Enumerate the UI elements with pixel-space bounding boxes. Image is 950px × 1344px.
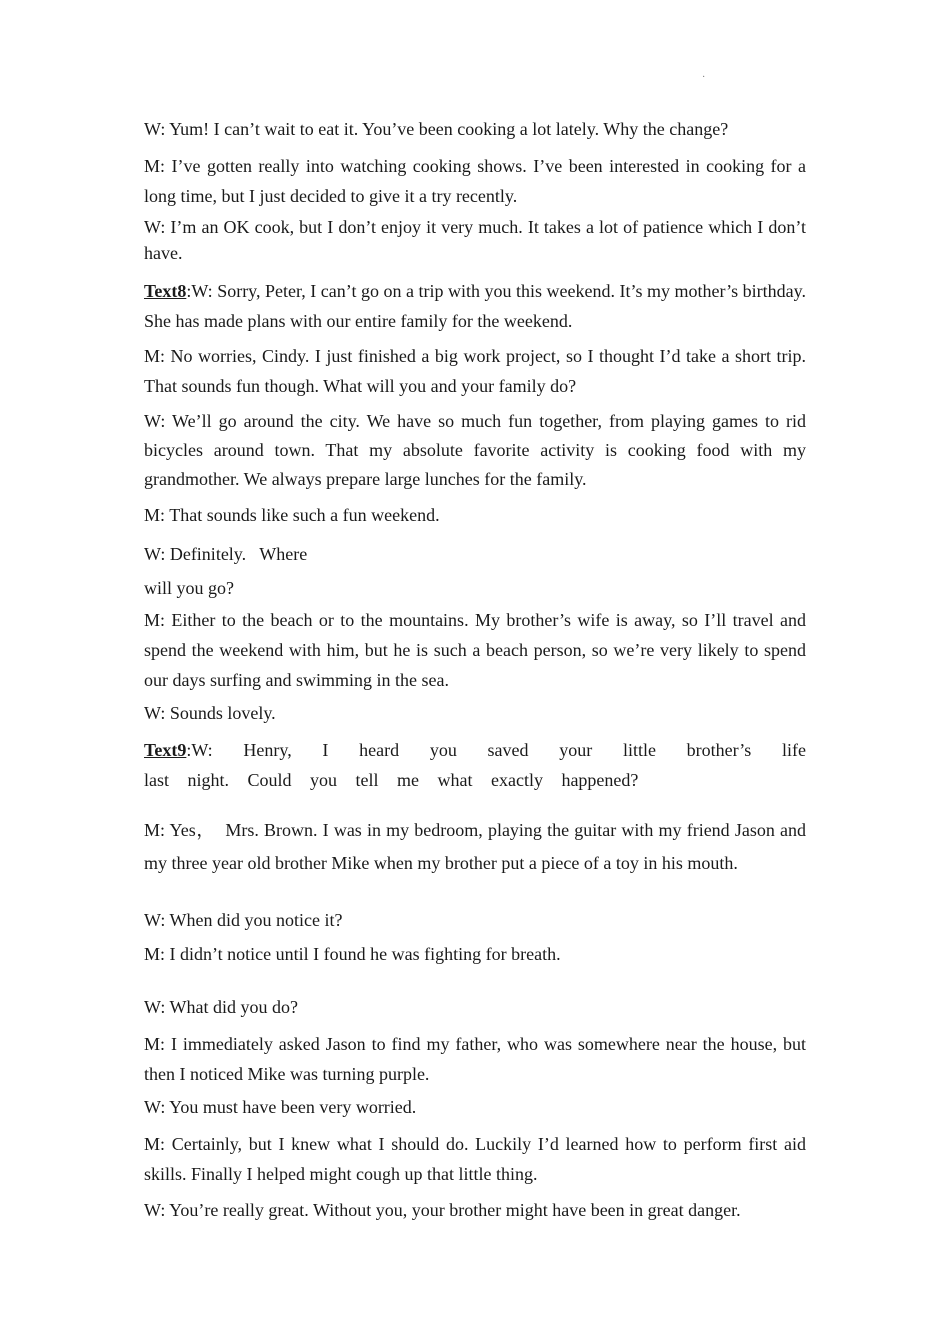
speaker: M: [144,346,166,366]
speaker: M: [144,1134,166,1154]
line-text: You must have been very worried. [169,1097,417,1117]
speaker: W: [144,703,166,723]
dialogue-line [144,341,806,401]
dialogue-line [144,1029,806,1089]
speaker: W: [144,411,166,431]
dialogue-line [144,992,806,1022]
line-text: Certainly, but I knew what I should do. Luckily I’d learned how to perform first aid skills. Finally I helped might cough up that little thing. [144,1134,807,1184]
speaker: W: [144,1200,166,1220]
line-text: Henry, I heard you saved your little brother’s life [243,740,807,760]
dialogue-line [144,1195,806,1225]
speaker: W: [144,544,166,564]
dialogue-line [144,735,806,765]
dialogue-line [144,151,806,211]
line-text: That sounds like such a fun weekend. [169,505,440,525]
line-text: No worries, Cindy. I just finished a big work project, so I thought I’d take a short trip. That sounds fun though. What will you and your family do? [144,346,806,396]
line-text: Yum! I can’t wait to eat it. You’ve been cooking a lot lately. Why the change? [169,119,729,139]
line-text: What did you do? [169,997,298,1017]
line-text: I’ve gotten really into watching cooking shows. I’ve been interested in cooking for a long time, but I just decided to give it a try recently. [144,156,806,206]
dialogue-line [144,114,806,144]
speaker: W: [144,217,166,237]
dialogue-line [144,500,806,530]
line-text: last night. Could you tell me what exactly happened? [144,770,639,790]
dialogue-line [144,765,674,795]
dialogue-line [144,814,811,880]
dialogue-line [144,407,806,494]
speaker: W: [144,119,166,139]
speaker: M: [144,156,166,176]
speaker: M: [144,1034,166,1054]
dialogue-line [144,214,806,266]
line-text: Either to the beach or to the mountains. My brother’s wife is away, so I’ll travel and spend the weekend with him, but he is such a beach person, so we’re very likely to spend our days surfing and swimming in the sea. [144,610,806,690]
line-text: I immediately asked Jason to find my father, who was somewhere near the house, but then I noticed Mike was turning purple. [144,1034,806,1084]
dialogue-line [144,1092,806,1122]
speaker: W: [144,1097,166,1117]
speaker: M: [144,944,166,964]
speaker: M: [144,820,166,840]
dialogue-line [144,698,806,728]
line-text: I didn’t notice until I found he was fighting for breath. [169,944,561,964]
speaker: :W: [186,740,213,760]
section-label-text8: Text8 [144,281,187,301]
line-text: Definitely. Where [169,544,308,564]
speaker: M: [144,610,166,630]
line-text: Sorry, Peter, I can’t go on a trip with you this weekend. It’s my mother’s birthday. She has made plans with our entire family for the weekend. [144,281,806,331]
page-marker: · [702,72,706,83]
speaker: W: [144,997,166,1017]
dialogue-line [144,539,334,569]
dialogue-line [144,939,806,969]
speaker: M: [144,505,166,525]
line-text: Sounds lovely. [169,703,276,723]
dialogue-line [144,573,806,603]
dialogue-line [144,276,806,336]
dialogue-line [144,1129,806,1189]
section-label-text9: Text9 [144,740,187,760]
dialogue-line [144,905,806,935]
speaker: :W: [186,281,213,301]
line-text: will you go? [144,578,234,598]
line-text: When did you notice it? [169,910,343,930]
dialogue-line [144,605,806,695]
line-text: Yes， Mrs. Brown. I was in my bedroom, playing the guitar with my friend Jason and my three year old brother Mike when my brother put a piece of a toy in his mouth. [144,820,811,873]
line-text: You’re really great. Without you, your brother might have been in great danger. [169,1200,741,1220]
line-text: I’m an OK cook, but I don’t enjoy it very much. It takes a lot of patience which I don’t have. [144,217,806,263]
speaker: W: [144,910,166,930]
line-text: We’ll go around the city. We have so much fun together, from playing games to rid bicycles around town. That my absolute favorite activity is cooking food with my grandmother. We always prepare large lunches for the family. [144,411,806,489]
